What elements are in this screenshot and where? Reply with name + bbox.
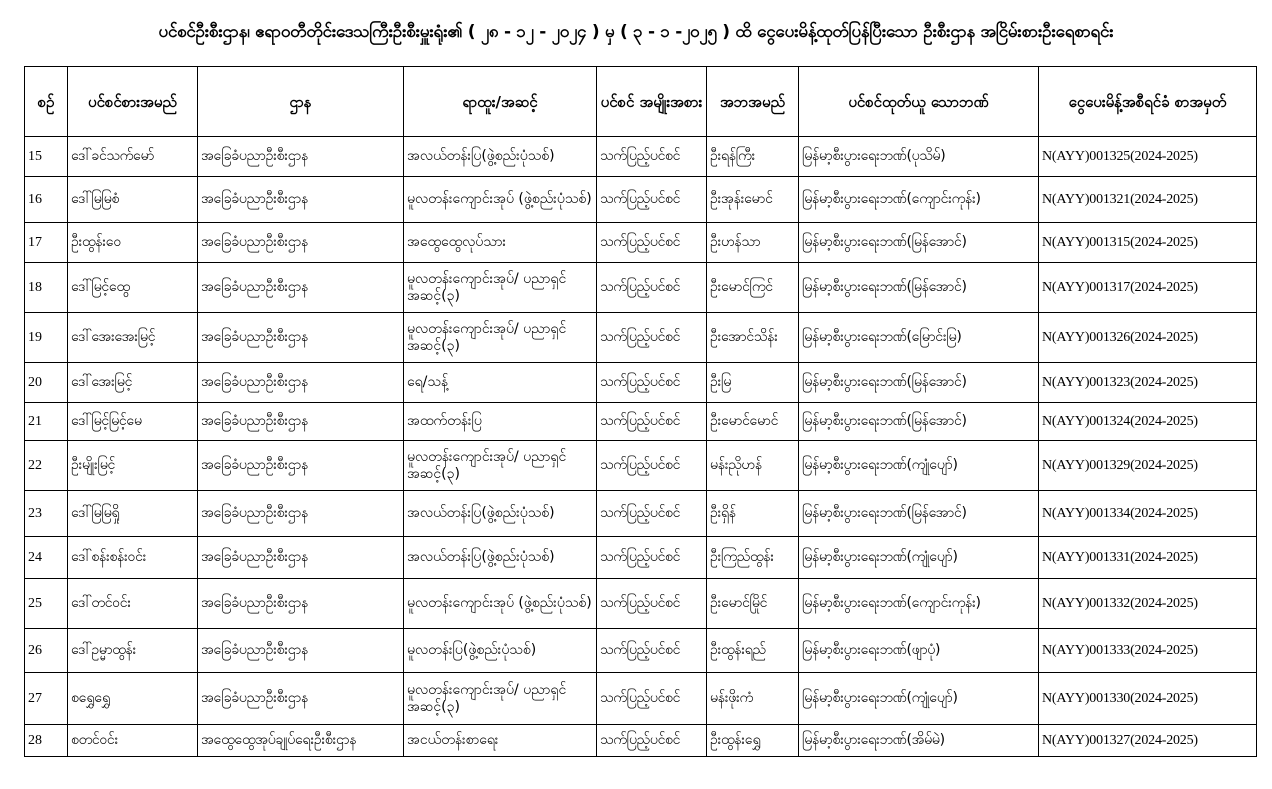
row-position: အလယ်တန်းပြ(ဖွဲ့စည်းပုံသစ်) [404,537,597,579]
row-pension-type: သက်ပြည့်ပင်စင် [597,137,707,177]
row-bank: မြန်မာ့စီးပွားရေးဘဏ်(မြန်အောင်) [799,403,1039,441]
row-father-name: ဦးအောင်သိန်း [707,313,799,363]
row-position: အငယ်တန်းစာရေး [404,725,597,757]
row-order-no: N(AYY)001324(2024-2025) [1039,403,1257,441]
table-row [25,137,1257,177]
row-department: အခြေခံပညာဦးစီးဌာန [198,579,404,629]
row-department: အခြေခံပညာဦးစီးဌာန [198,313,404,363]
row-bank: မြန်မာ့စီးပွားရေးဘဏ်(မြန်အောင်) [799,491,1039,537]
row-order-no: N(AYY)001331(2024-2025) [1039,537,1257,579]
row-name: ဒေါ်အေးအေးမြင့် [68,313,198,363]
row-bank: မြန်မာ့စီးပွားရေးဘဏ်(ကျုံပျော်) [799,441,1039,491]
row-order-no: N(AYY)001315(2024-2025) [1039,223,1257,263]
row-bank: မြန်မာ့စီးပွားရေးဘဏ်(မြန်အောင်) [799,363,1039,403]
table-row [25,263,1257,313]
row-pension-type: သက်ပြည့်ပင်စင် [597,403,707,441]
row-pension-type: သက်ပြည့်ပင်စင် [597,673,707,725]
row-no: 19 [25,313,68,363]
row-no: 21 [25,403,68,441]
row-name: ဒေါ်ခင်သက်မော် [68,137,198,177]
table-row [25,673,1257,725]
row-pension-type: သက်ပြည့်ပင်စင် [597,629,707,673]
row-father-name: ဦးမောင်ကြင် [707,263,799,313]
row-father-name: ဦးထွန်းရည် [707,629,799,673]
row-no: 28 [25,725,68,757]
row-father-name: ဦးမြ [707,363,799,403]
row-position: အလယ်တန်းပြ(ဖွဲ့စည်းပုံသစ်) [404,137,597,177]
row-no: 26 [25,629,68,673]
row-no: 15 [25,137,68,177]
row-name: ဒေါ်ဥမ္မာထွန်း [68,629,198,673]
row-name: ဒေါ်မြင့်ထွေ [68,263,198,313]
row-bank: မြန်မာ့စီးပွားရေးဘဏ်(ကျုံပျော်) [799,537,1039,579]
row-department: အခြေခံပညာဦးစီးဌာန [198,441,404,491]
row-father-name: ဦးမောင်မောင် [707,403,799,441]
row-position: မူလတန်းကျောင်းအုပ် (ဖွဲ့စည်းပုံသစ်) [404,579,597,629]
header-row [25,67,1257,137]
row-department: အခြေခံပညာဦးစီးဌာန [198,263,404,313]
row-order-no: N(AYY)001327(2024-2025) [1039,725,1257,757]
row-position: မူလတန်းကျောင်းအုပ်/ ပညာရှင်အဆင့်(၃) [404,673,597,725]
header-order-no: ငွေပေးမိန့်အစီရင်ခံ စာအမှတ် [1039,67,1257,137]
row-no: 16 [25,177,68,223]
header-bank: ပင်စင်ထုတ်ယူ သောဘဏ် [799,67,1039,137]
header-pension-type: ပင်စင် အမျိုးအစား [597,67,707,137]
page-title: ပင်စင်ဦးစီးဌာန၊ ဧရာဝတီတိုင်းဒေသကြီးဦးစီးမှူးရုံး၏ ( ၂၈ - ၁၂ - ၂၀၂၄ ) မှ ( ၃ - ၁ -၂၀၂၅ ) ထိ ငွေပေးမိန့်ထုတ်ပြန်ပြီးသော ဦးစီးဌာန အငြိမ်းစားဦးရေစာရင်း [158,21,1114,42]
row-father-name: ဦးအုန်းမောင် [707,177,799,223]
row-pension-type: သက်ပြည့်ပင်စင် [597,223,707,263]
row-pension-type: သက်ပြည့်ပင်စင် [597,263,707,313]
row-department: အခြေခံပညာဦးစီးဌာန [198,403,404,441]
row-pension-type: သက်ပြည့်ပင်စင် [597,491,707,537]
row-father-name: မန်းညိုဟန် [707,441,799,491]
row-name: ဒေါ်တင်ဝင်း [68,579,198,629]
row-no: 23 [25,491,68,537]
row-order-no: N(AYY)001332(2024-2025) [1039,579,1257,629]
row-pension-type: သက်ပြည့်ပင်စင် [597,537,707,579]
row-father-name: ဦးမောင်မြိုင် [707,579,799,629]
table-row [25,403,1257,441]
row-position: မူလတန်းကျောင်းအုပ်/ ပညာရှင်အဆင့်(၃) [404,313,597,363]
row-father-name: ဦးကြည်ထွန်း [707,537,799,579]
table-row [25,491,1257,537]
row-bank: မြန်မာ့စီးပွားရေးဘဏ်(မြန်အောင်) [799,223,1039,263]
row-no: 20 [25,363,68,403]
row-bank: မြန်မာ့စီးပွားရေးဘဏ်(ကျောင်းကုန်း) [799,177,1039,223]
row-position: အလယ်တန်းပြ(ဖွဲ့စည်းပုံသစ်) [404,491,597,537]
table-row [25,579,1257,629]
table-row [25,441,1257,491]
row-pension-type: သက်ပြည့်ပင်စင် [597,725,707,757]
header-position: ရာထူး/အဆင့် [404,67,597,137]
row-pension-type: သက်ပြည့်ပင်စင် [597,177,707,223]
row-order-no: N(AYY)001330(2024-2025) [1039,673,1257,725]
row-position: အထက်တန်းပြ [404,403,597,441]
pension-table [24,66,1257,757]
row-position: ရေ/သန့် [404,363,597,403]
row-father-name: မန်းဖိုးကံ [707,673,799,725]
header-name: ပင်စင်စားအမည် [68,67,198,137]
row-father-name: ဦးရှိန် [707,491,799,537]
row-department: အထွေထွေအုပ်ချုပ်ရေးဦးစီးဌာန [198,725,404,757]
table-row [25,725,1257,757]
row-department: အခြေခံပညာဦးစီးဌာန [198,629,404,673]
header-no: စဉ် [25,67,68,137]
row-father-name: ဦးထွန်းရွှေ [707,725,799,757]
row-name: ဒေါ်မြင့်မြင့်မေ [68,403,198,441]
row-order-no: N(AYY)001333(2024-2025) [1039,629,1257,673]
row-order-no: N(AYY)001321(2024-2025) [1039,177,1257,223]
row-department: အခြေခံပညာဦးစီးဌာန [198,223,404,263]
row-order-no: N(AYY)001326(2024-2025) [1039,313,1257,363]
row-department: အခြေခံပညာဦးစီးဌာန [198,537,404,579]
row-father-name: ဦးရန်ကြီး [707,137,799,177]
row-name: ဦးမျိုးမြင့် [68,441,198,491]
table-row [25,537,1257,579]
row-no: 24 [25,537,68,579]
row-pension-type: သက်ပြည့်ပင်စင် [597,363,707,403]
row-bank: မြန်မာ့စီးပွားရေးဘဏ်(ဖျာပုံ) [799,629,1039,673]
row-order-no: N(AYY)001323(2024-2025) [1039,363,1257,403]
row-order-no: N(AYY)001329(2024-2025) [1039,441,1257,491]
row-name: ဒေါ်မြမြရှို [68,491,198,537]
row-bank: မြန်မာ့စီးပွားရေးဘဏ်(မြောင်းမြ) [799,313,1039,363]
row-name: ဒေါ်စန်းစန်းဝင်း [68,537,198,579]
table-row [25,223,1257,263]
row-no: 17 [25,223,68,263]
row-no: 18 [25,263,68,313]
table-row [25,313,1257,363]
row-bank: မြန်မာ့စီးပွားရေးဘဏ်(ပုသိမ်) [799,137,1039,177]
row-position: မူလတန်းပြ(ဖွဲ့စည်းပုံသစ်) [404,629,597,673]
row-bank: မြန်မာ့စီးပွားရေးဘဏ်(မြန်အောင်) [799,263,1039,313]
table-row [25,177,1257,223]
row-bank: မြန်မာ့စီးပွားရေးဘဏ်(အိမ်မဲ) [799,725,1039,757]
row-no: 27 [25,673,68,725]
table-row [25,363,1257,403]
row-position: မူလတန်းကျောင်းအုပ် (ဖွဲ့စည်းပုံသစ်) [404,177,597,223]
row-department: အခြေခံပညာဦးစီးဌာန [198,363,404,403]
row-no: 22 [25,441,68,491]
row-department: အခြေခံပညာဦးစီးဌာန [198,137,404,177]
header-department: ဌာန [198,67,404,137]
row-department: အခြေခံပညာဦးစီးဌာန [198,491,404,537]
row-father-name: ဦးဟန်သာ [707,223,799,263]
row-name: ဒေါ်မြမြစံ [68,177,198,223]
row-pension-type: သက်ပြည့်ပင်စင် [597,579,707,629]
row-pension-type: သက်ပြည့်ပင်စင် [597,441,707,491]
row-department: အခြေခံပညာဦးစီးဌာန [198,177,404,223]
row-name: ဦးထွန်းဝေ [68,223,198,263]
row-order-no: N(AYY)001317(2024-2025) [1039,263,1257,313]
row-name: စရွှေရွှေ [68,673,198,725]
row-name: ဒေါ်အေးမြင့် [68,363,198,403]
row-order-no: N(AYY)001325(2024-2025) [1039,137,1257,177]
table-row [25,629,1257,673]
row-order-no: N(AYY)001334(2024-2025) [1039,491,1257,537]
row-position: အထွေထွေလုပ်သား [404,223,597,263]
row-name: စတင်ဝင်း [68,725,198,757]
row-pension-type: သက်ပြည့်ပင်စင် [597,313,707,363]
header-father-name: အဘအမည် [707,67,799,137]
row-position: မူလတန်းကျောင်းအုပ်/ ပညာရှင်အဆင့်(၃) [404,263,597,313]
row-bank: မြန်မာ့စီးပွားရေးဘဏ်(ကျုံပျော်) [799,673,1039,725]
row-bank: မြန်မာ့စီးပွားရေးဘဏ်(ကျောင်းကုန်း) [799,579,1039,629]
row-no: 25 [25,579,68,629]
row-department: အခြေခံပညာဦးစီးဌာန [198,673,404,725]
row-position: မူလတန်းကျောင်းအုပ်/ ပညာရှင်အဆင့်(၃) [404,441,597,491]
